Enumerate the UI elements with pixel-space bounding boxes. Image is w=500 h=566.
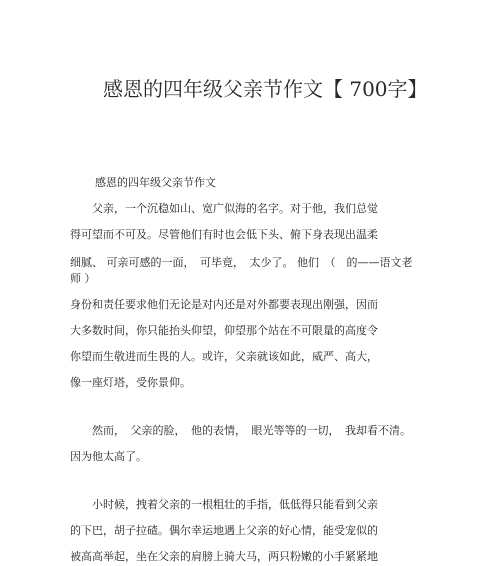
paragraph-line: 大多数时间，你只能抬头仰望，仰望那个站在不可限量的高度令	[70, 324, 378, 337]
paragraph-line: 师 ）	[70, 272, 96, 285]
paragraph-line: 被高高举起，坐在父亲的肩膀上骑大马，两只粉嫩的小手紧紧地	[70, 550, 378, 563]
document-subtitle: 感恩的四年级父亲节作文	[95, 176, 216, 189]
paragraph-line: 细腻、 可亲可感的一面， 可毕竟， 太少了。 他们 （ 的——语文老	[70, 256, 413, 269]
paragraph-line: 你望而生敬进而生畏的人。或许，父亲就该如此，威严、高大，	[70, 350, 378, 363]
paragraph-line: 的下巴，胡子拉碴。偶尔幸运地遇上父亲的好心情，能受宠似的	[70, 524, 378, 537]
paragraph-line: 因为他太高了。	[70, 450, 147, 463]
paragraph-line: 得可望而不可及。尽管他们有时也会低下头、俯下身表现出温柔	[70, 228, 378, 241]
paragraph-line: 像一座灯塔，受你景仰。	[70, 376, 191, 389]
paragraph-line: 身份和责任要求他们无论是对内还是对外都要表现出刚强，因而	[70, 298, 378, 311]
paragraph-line: 父亲，一个沉稳如山、宽广似海的名字。对于他，我们总觉	[70, 202, 378, 215]
paragraph-line: 小时候，拽着父亲的一根粗壮的手指，低低得只能看到父亲	[70, 498, 378, 511]
paragraph-line: 然而， 父亲的脸， 他的表情， 眼光等等的一切， 我却看不清。	[70, 424, 411, 437]
document-title: 感恩的四年级父亲节作文【 700字】	[103, 77, 428, 101]
